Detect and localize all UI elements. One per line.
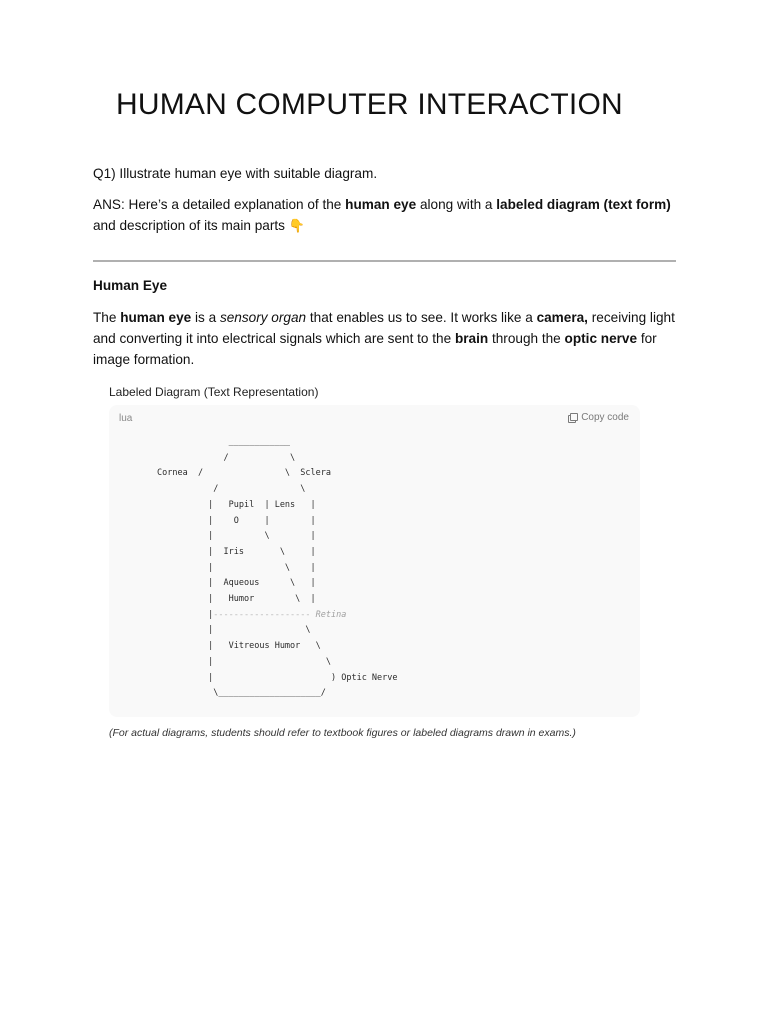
answer-intro [93, 194, 683, 236]
desc-italic-sensory-organ: sensory organ [219, 310, 307, 325]
desc-bold-brain: brain [454, 331, 489, 346]
copy-code-button[interactable] [568, 412, 629, 423]
desc-text-6: for image formation. [93, 331, 657, 367]
pointing-down-icon: 👇 [288, 218, 305, 233]
ascii-diagram-main: ____________ / \ Cornea / \ Sclera / \ | Pupil | Lens | | O | | | \ | | Iris \ | | \ | | Aqueous \ | | Humor \ | | [157, 437, 331, 620]
code-language-label: lua [119, 413, 133, 424]
page-title: HUMAN COMPUTER INTERACTION [116, 88, 623, 121]
desc-bold-human-eye: human eye [120, 310, 192, 325]
copy-icon [568, 413, 577, 422]
code-block [109, 405, 640, 717]
desc-bold-camera: camera, [536, 310, 588, 325]
diagram-title: Labeled Diagram (Text Representation) [109, 385, 319, 399]
desc-text-4: receiving light and converting it into electrical signals which are sent to the [93, 310, 675, 346]
answer-text-1: ANS: Here’s a detailed explanation of the [93, 197, 346, 212]
ascii-retina-line: ------------------- [213, 609, 311, 620]
section-heading: Human Eye [93, 278, 168, 293]
answer-text-3: and description of its main parts [93, 218, 289, 233]
section-description [93, 307, 683, 370]
copy-code-label: Copy code [581, 412, 629, 423]
horizontal-divider [93, 260, 676, 262]
answer-bold-labeled-diagram: labeled diagram (text form) [496, 197, 671, 212]
desc-bold-optic-nerve: optic nerve [564, 331, 638, 346]
ascii-retina-label: Retina [310, 609, 347, 620]
desc-text-5: through the [488, 331, 565, 346]
desc-text-3: that enables us to see. It works like a [306, 310, 537, 325]
ascii-diagram-rest: | \ | Vitreous Humor \ | \ | ) Optic Nerve \____________________/ [208, 625, 398, 699]
desc-text-2: is a [191, 310, 220, 325]
eye-ascii-diagram [157, 435, 398, 702]
diagram-note: (For actual diagrams, students should refer to textbook figures or labeled diagrams drawn in exams.) [109, 727, 576, 739]
answer-bold-human-eye: human eye [345, 197, 417, 212]
question-text: Q1) Illustrate human eye with suitable diagram. [93, 166, 378, 181]
answer-text-2: along with a [416, 197, 497, 212]
desc-text-1: The [93, 310, 121, 325]
